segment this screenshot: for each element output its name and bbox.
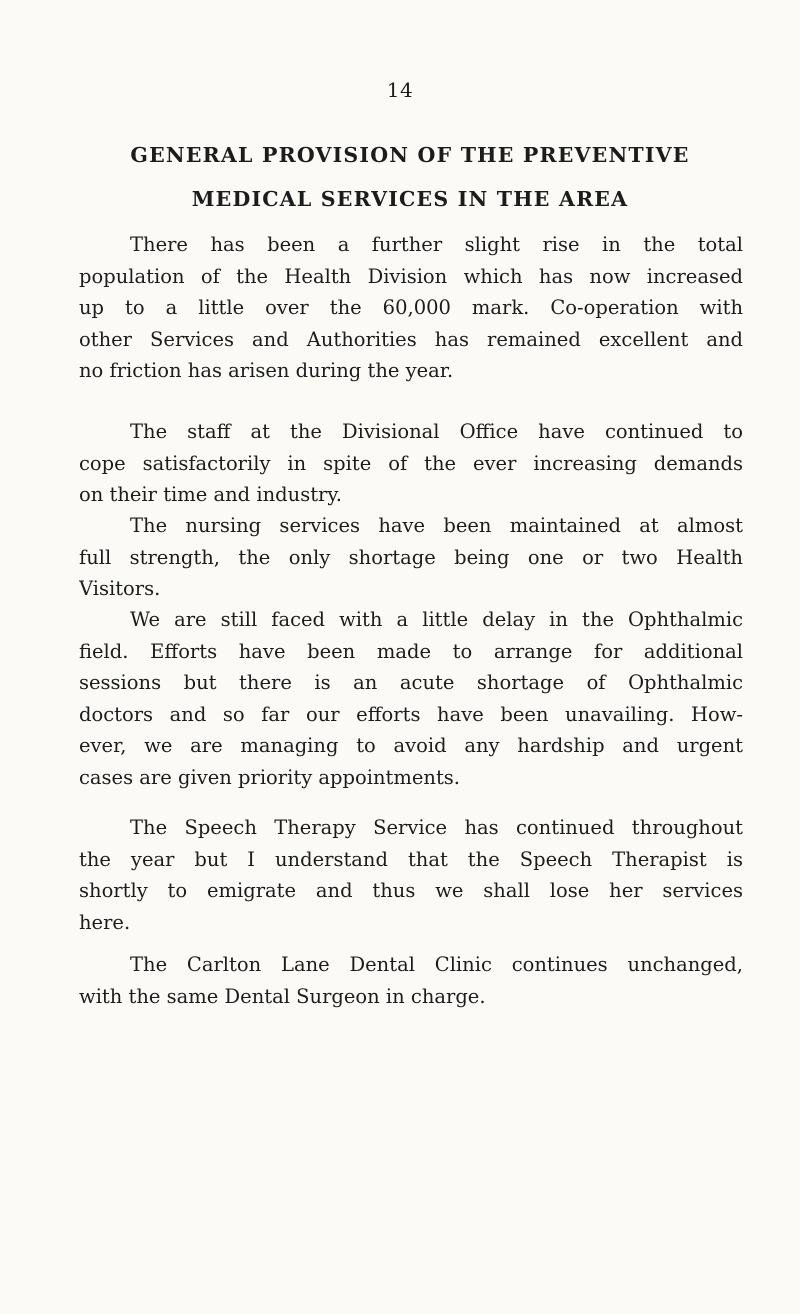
text-line: full strength, the only shortage being one or two Health xyxy=(79,545,743,569)
section-title-line-2: MEDICAL SERVICES IN THE AREA xyxy=(191,187,629,211)
text-line: The staff at the Divisional Office have continued to xyxy=(130,420,743,443)
text-line: the year but I understand that the Speech Therapist is xyxy=(79,847,743,871)
text-line: sessions but there is an acute shortage of Ophthalmic xyxy=(79,671,743,694)
text-line: shortly to emigrate and thus we shall lose her services xyxy=(79,879,743,902)
section-title-line-1: GENERAL PROVISION OF THE PREVENTIVE xyxy=(130,143,690,167)
text-line: Visitors. xyxy=(79,577,161,600)
text-line: ever, we are managing to avoid any hardship and urgent xyxy=(79,734,743,757)
paragraph-ophthalmic xyxy=(79,604,743,793)
text-line: population of the Health Division which has now increased xyxy=(79,264,743,288)
paragraph-speech-therapy xyxy=(79,812,743,938)
text-line: The Speech Therapy Service has continued throughout xyxy=(130,816,743,839)
text-line: here. xyxy=(79,910,131,934)
paragraph-dental-clinic xyxy=(79,949,743,1012)
text-line: field. Efforts have been made to arrange for additional xyxy=(79,639,743,663)
text-line: The nursing services have been maintained at almost xyxy=(130,514,743,537)
text-line: doctors and so far our efforts have been unavailing. How- xyxy=(79,702,743,726)
text-line: cope satisfactorily in spite of the ever increasing demands xyxy=(79,451,743,475)
text-line: no friction has arisen during the year. xyxy=(79,359,454,382)
paragraph-nursing xyxy=(79,510,743,605)
text-line: We are still faced with a little delay in the Ophthalmic xyxy=(130,608,743,631)
text-line: with the same Dental Surgeon in charge. xyxy=(79,984,486,1008)
text-line: There has been a further slight rise in the total xyxy=(130,233,743,256)
text-line: other Services and Authorities has remained excellent and xyxy=(79,327,743,351)
paragraph-staff xyxy=(79,416,743,511)
page-number: 14 xyxy=(386,78,414,102)
text-line: on their time and industry. xyxy=(79,483,342,506)
text-line: The Carlton Lane Dental Clinic continues unchanged, xyxy=(130,953,743,976)
text-line: up to a little over the 60,000 mark. Co-operation with xyxy=(79,296,743,319)
text-line: cases are given priority appointments. xyxy=(79,765,461,789)
paragraph-population xyxy=(79,229,743,387)
section-title xyxy=(80,133,740,221)
